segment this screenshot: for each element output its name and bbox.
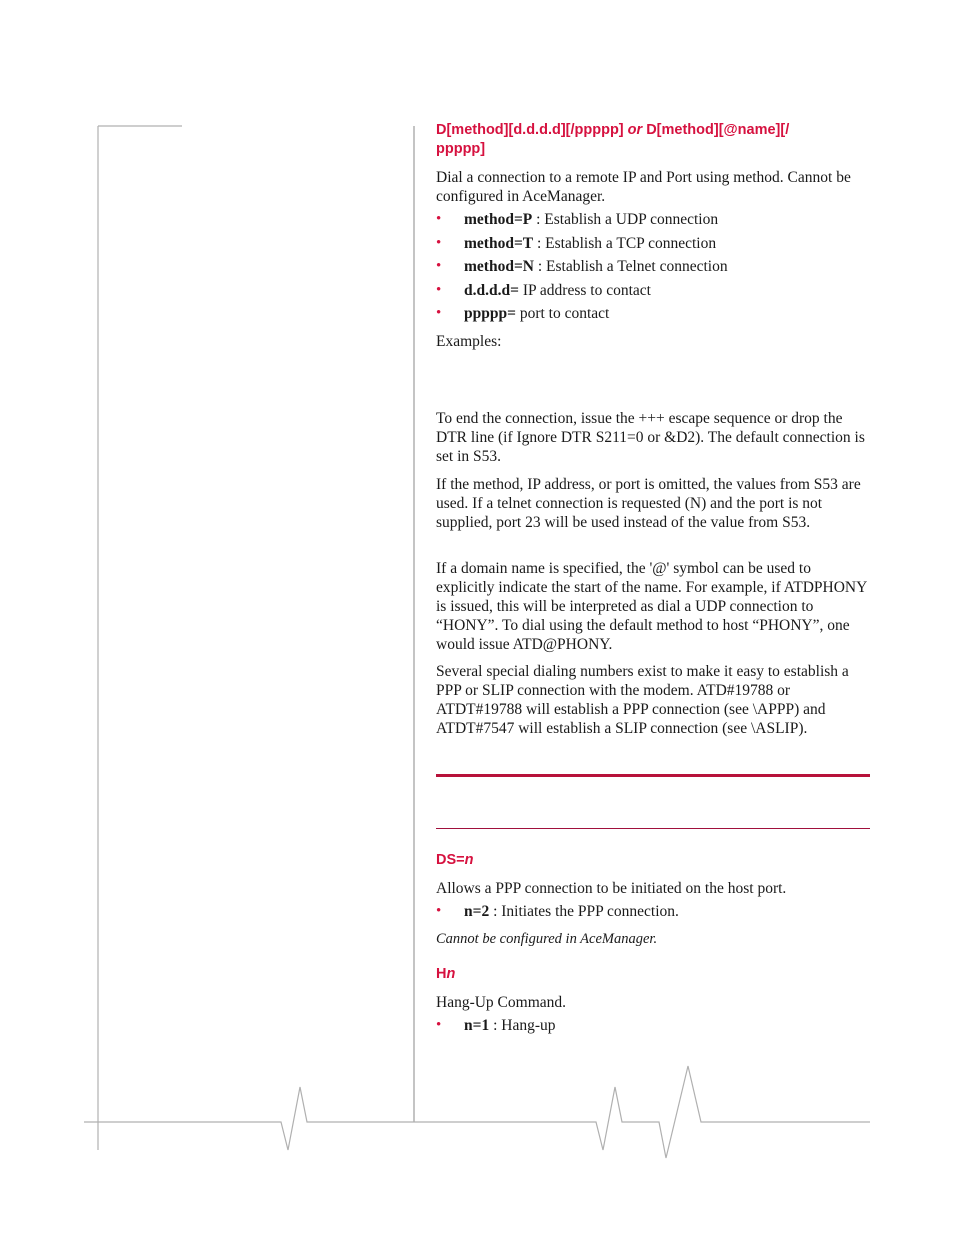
h-command-heading: Hn [436, 966, 456, 982]
list-item: • method=P : Establish a UDP connection [436, 211, 719, 228]
h-command-bullets [436, 1016, 868, 1040]
ds-command-note: Cannot be configured in AceManager. [436, 931, 658, 947]
paragraph-end-connection: To end the connection, issue the +++ escape sequence or drop the DTR line (if Ignore DTR S211=0 or &D2). The default connection is set in S53. [436, 410, 865, 465]
ds-command-bullets [436, 902, 868, 926]
bullet-icon: • [436, 258, 442, 274]
bullet-icon: • [436, 211, 442, 227]
d-command-bullets [436, 210, 868, 328]
bullet-icon: • [436, 903, 442, 919]
paragraph-defaults: If the method, IP address, or port is omitted, the values from S53 are used. If a telnet connection is requested (N) and the port is not supplied, port 23 will be used instead of the value from S53. [436, 476, 861, 531]
examples-label: Examples: [436, 333, 502, 350]
d-command-intro: Dial a connection to a remote IP and Port using method. Cannot be configured in AceManager. [436, 169, 851, 205]
bullet-icon: • [436, 305, 442, 321]
list-item: • n=2 : Initiates the PPP connection. [436, 903, 679, 920]
bullet-icon: • [436, 1017, 442, 1033]
h-command-intro: Hang-Up Command. [436, 994, 567, 1011]
bullet-icon: • [436, 281, 442, 298]
d-command-heading: D[method][d.d.d.d][/ppppp] or D[method][@name][/ ppppp] [436, 122, 790, 157]
section-divider [436, 828, 870, 829]
list-item: • n=1 : Hang-up [436, 1017, 556, 1034]
list-item: • method=N : Establish a Telnet connection [436, 258, 728, 275]
section-divider [436, 774, 870, 777]
ds-command-heading: DS=n [436, 852, 474, 868]
list-item: • d.d.d.d= IP address to contact [436, 281, 651, 299]
list-item: • ppppp= port to contact [436, 305, 610, 322]
bullet-icon: • [436, 234, 442, 251]
ds-command-intro: Allows a PPP connection to be initiated on the host port. [436, 880, 787, 897]
waveform-line [84, 1066, 870, 1158]
paragraph-domain-name: If a domain name is specified, the '@' symbol can be used to explicitly indicate the start of the name. For example, if ATDPHONY is issued, this will be interpreted as dial a UDP connection to “HONY”. To dial using the default method to host “PHONY”, one would issue ATD@PHONY. [436, 560, 867, 653]
list-item: • method=T : Establish a TCP connection [436, 234, 717, 252]
paragraph-special-numbers: Several special dialing numbers exist to make it easy to establish a PPP or SLIP connection with the modem. ATD#19788 or ATDT#19788 will establish a PPP connection (see \APPP) and ATDT#7547 will establish a SLIP connection (see \ASLIP). [436, 663, 849, 737]
